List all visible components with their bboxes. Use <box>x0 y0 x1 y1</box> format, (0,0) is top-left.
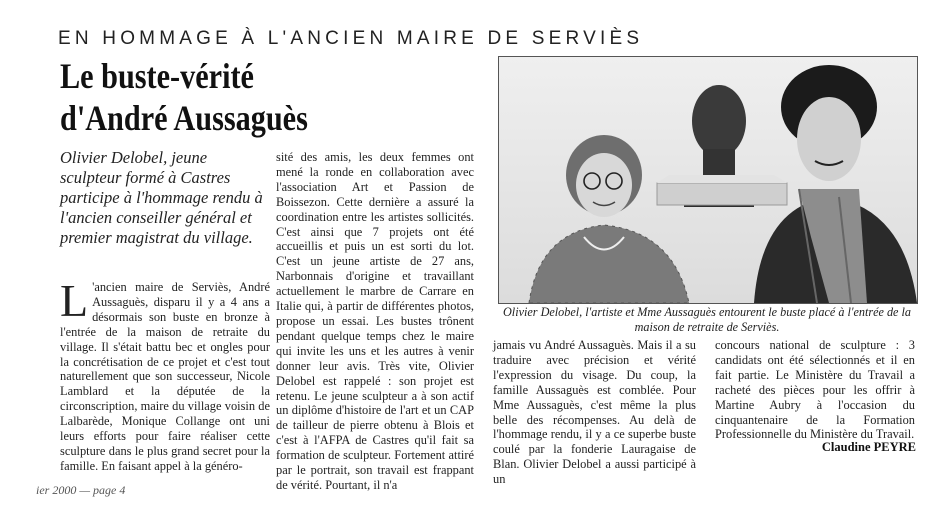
body-column-2: sité des amis, les deux femmes ont mené la ronde en collaboration avec l'association Art et Passion de Boissezon. Cette dernière a assuré la coordination entre les artistes sollicités. C'est ainsi que 7 projets ont été accueillis et puis un est sorti du lot. C'est un jeune artiste de 27 ans, Narbonnais d'origine et travaillant actuellement le marbre de Carrare en Italie qui, à partir de différentes photos, propose un essai. Les bustes trônent pendant quelque temps chez le maire qui invite les uns et les autres à venir donner leur avis. Très vite, Olivier Delobel est rappelé : son projet est retenu. Le jeune sculpteur a à son actif un diplôme d'histoire de l'art et un CAP de tailleur de pierre obtenu à Blois et c'est à l'AFPA de Castres qu'il fait sa formation de sculpteur. Fortement attiré par le portrait, son travail est frappant de vérité. Pourtant, il n'a <box>276 150 474 492</box>
photo-illustration <box>499 57 917 303</box>
body-column-3: jamais vu André Aussaguès. Mais il a su traduire avec précision et vérité l'expression du visage. Du coup, la famille Aussaguès est comblée. Pour Mme Aussaguès, c'est même la plus belle des récompenses. Au delà de l'hommage rendu, il y a ce superbe buste coulé par la fonderie Lauragaise de Blan. Olivier Delobel a aussi participé à un <box>493 338 696 487</box>
headline <box>60 55 413 139</box>
body-column-1 <box>60 275 270 475</box>
body-text-1: 'ancien maire de Serviès, André Aussaguès, disparu il y a 4 ans a désormais son buste en bronze à l'entrée de la maison de retraite du village. Il s'était battu bec et ongles pour la concrétisation de ce projet et c'est tout naturellement que son successeur, Nicole Lamblard et la députée de la circonscription, maire du village voisin de Lalbarède, Monique Collange ont uni leurs efforts pour faire réaliser cette sculpture dans le plus grand secret pour la famille. En faisant appel à la généro- <box>60 280 270 473</box>
lead-paragraph: Olivier Delobel, jeune sculpteur formé à Castres participe à l'hommage rendu à l'ancien conseiller général et premier magistrat du village. <box>60 148 263 247</box>
headline-line-1: Le buste-vérité <box>60 56 254 96</box>
article-photo <box>498 56 918 304</box>
byline: Claudine PEYRE <box>821 440 916 454</box>
page-footer: ier 2000 — page 4 <box>36 483 126 497</box>
headline-line-2: d'André Aussaguès <box>60 98 308 138</box>
drop-cap: L <box>60 275 89 326</box>
photo-caption: Olivier Delobel, l'artiste et Mme Aussaguès entourent le buste placé à l'entrée de la maison de retraite de Serviès. <box>503 305 911 334</box>
kicker: EN HOMMAGE À L'ANCIEN MAIRE DE SERVIÈS <box>58 28 644 49</box>
body-column-4: concours national de sculpture : 3 candidats ont été sélectionnés et il en fait partie. Le Ministère du Travail a racheté des pièces pour les offrir à Martine Aubry à l'occasion du cinquantenaire de la Formation Professionnelle du Ministère du Travail. <box>715 338 915 442</box>
